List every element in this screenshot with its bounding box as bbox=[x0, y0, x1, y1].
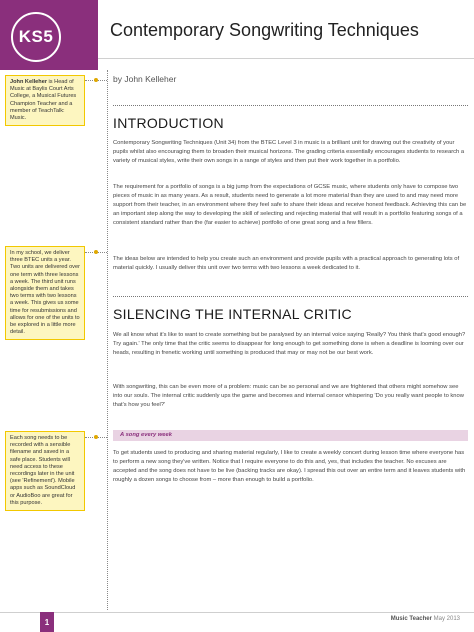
subheading: A song every week bbox=[120, 432, 172, 438]
note-marker bbox=[94, 250, 98, 254]
byline: by John Kelleher bbox=[113, 74, 177, 84]
key-stage-banner bbox=[0, 0, 98, 70]
paragraph: We all know what it's like to want to create something but be paralysed by an internal voice saying 'Really? You think that's good enough? Try again.' The only time that the critic seems to disappear for long enough to get something done is when a deadline is looming over our heads, resulting in frenetic working until something is produced that may or may not be our best work. bbox=[113, 332, 466, 356]
author-bio: is Head of Music at Baylis Court Arts College, a Musical Futures Champion Teacher and a member of TeachTalk: Music. bbox=[10, 79, 77, 122]
title-rule bbox=[98, 58, 474, 59]
section-heading: SILENCING THE INTERNAL CRITIC bbox=[113, 306, 352, 322]
issue-date: May 2013 bbox=[433, 616, 460, 622]
footer-credit bbox=[391, 616, 460, 622]
page-number: 1 bbox=[40, 612, 54, 632]
page-header bbox=[0, 0, 474, 70]
paragraph: To get students used to producing and sharing material regularly, I like to create a weekly concert during lesson time where everyone has to perform a new song they've written. Notice that I require everyone to do this and, yes, that includes the teacher. No excuses are accepted and the song does not have to be live (backing tracks are okay). I spread this out over an entire term and it leaves students with roughly a dozen songs to choose from – more than enough to build a portfolio. bbox=[113, 450, 466, 483]
paragraph: The requirement for a portfolio of songs is a big jump from the expectations of GCSE music, where students only have to compose two pieces of music in as many years. As a result, students need to generate a lot more material than they are used to and may need more support from their teacher, in an environment where they feel safe to share their ideas and receive honest feedback. Achieving this can be an important step along the way to developing the skill of selecting and rejecting material that will result in a portfolio featuring songs of a consistent standard rather than the (far easier to achieve) portfolio of one great song and a few fillers. bbox=[113, 184, 467, 226]
btec-units-text: In my school, we deliver three BTEC units a year. Two units are delivered over one term with three lessons a week. The third unit runs alongside them and takes two terms with two lessons a week. This gives us some time for resubmissions and allows for one of the units to be explored in a little more detail. bbox=[10, 250, 80, 336]
author-note bbox=[5, 75, 85, 126]
btec-units-note bbox=[5, 246, 85, 340]
publication-name: Music Teacher bbox=[390, 616, 432, 622]
margin-divider bbox=[107, 70, 109, 610]
note-marker bbox=[94, 435, 98, 439]
paragraph: The ideas below are intended to help you create such an environment and provide pupils with a practical approach to generating lots of material quickly. I usually deliver this unit over two terms with two lessons a week dedicated to it. bbox=[113, 256, 460, 271]
article-title: Contemporary Songwriting Techniques bbox=[110, 20, 419, 40]
recording-note bbox=[5, 431, 85, 511]
paragraph: With songwriting, this can be even more of a problem: music can be so personal and we are frightened that others might somehow see into our souls. The internal critic suddenly ups the game and becomes and internal censor whispering 'Do you really want people to know that's how you feel?' bbox=[113, 384, 464, 408]
paragraph: Contemporary Songwriting Techniques (Unit 34) from the BTEC Level 3 in music is a brilliant unit for drawing out the creativity of your pupils whilst also encouraging them to broaden their musical horizons. The grading criteria essentially encourages students to research a variety of musical styles, write their own songs in a range of styles and then put their work together in a portfolio. bbox=[113, 140, 465, 164]
section-heading: INTRODUCTION bbox=[113, 115, 224, 131]
author-name: John Kelleher bbox=[10, 79, 47, 85]
section-divider bbox=[113, 296, 468, 297]
note-marker bbox=[94, 78, 98, 82]
section-divider bbox=[113, 105, 468, 106]
ks5-badge: KS5 bbox=[11, 12, 61, 62]
recording-text: Each song needs to be recorded with a sensible filename and saved in a safe place. Students will need access to these recordings later in the unit (see 'Refinement'). Mobile apps such as SoundCloud or AudioBoo are great for this purpose. bbox=[10, 435, 76, 506]
footer-rule bbox=[0, 612, 474, 613]
